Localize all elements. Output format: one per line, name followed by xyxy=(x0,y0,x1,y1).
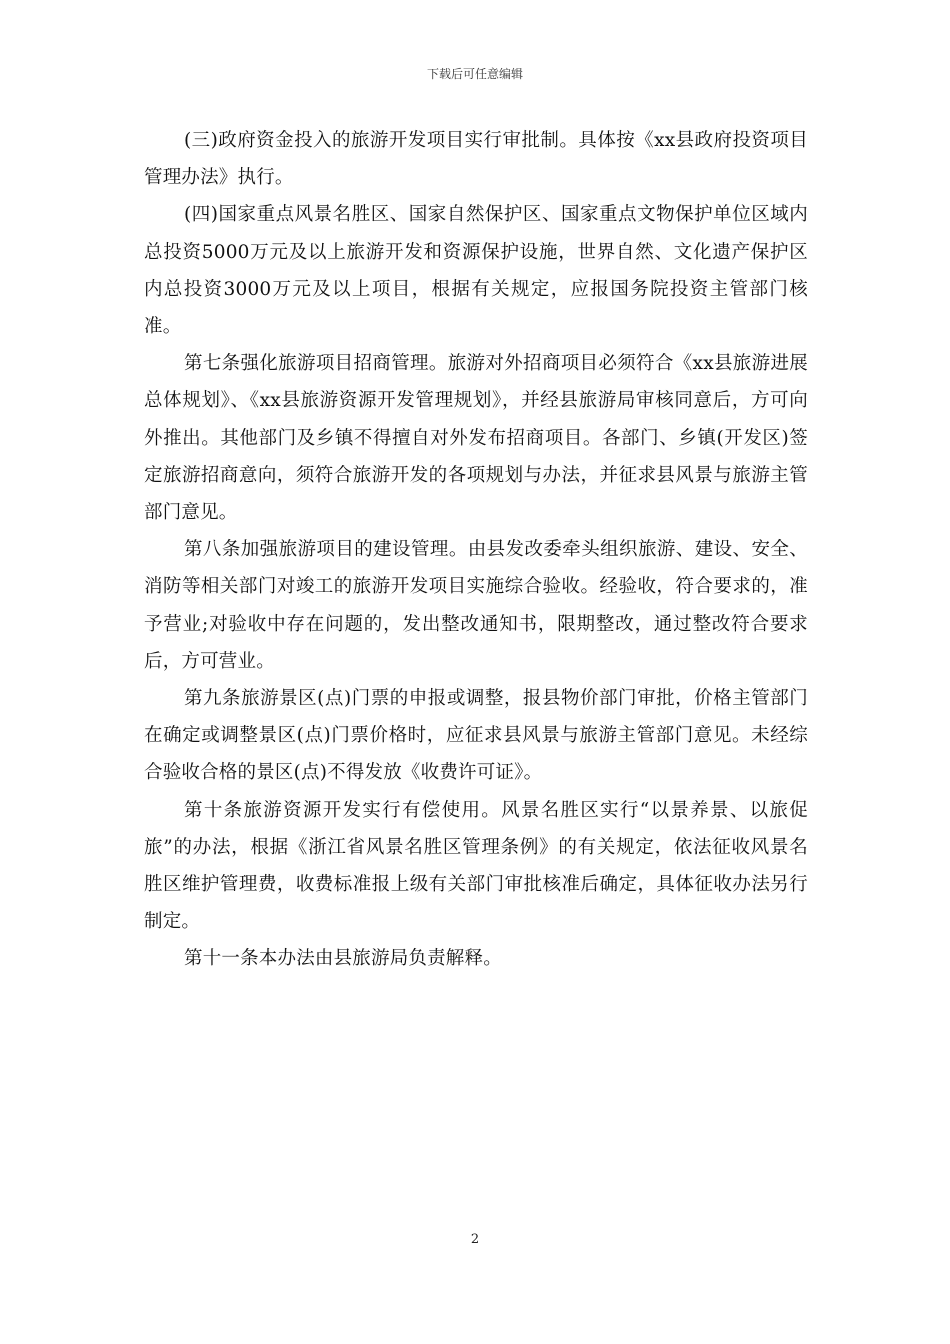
paragraph-article-8: 第八条加强旅游项目的建设管理。由县发改委牵头组织旅游、建设、安全、消防等相关部门对竣工的旅游开发项目实施综合验收。经验收，符合要求的，准予营业;对验收中存在问题的，发出整改通知书，限期整改，通过整改符合要求后，方可营业。 xyxy=(144,539,808,672)
page-number: 2 xyxy=(470,1232,480,1247)
paragraph-article-10: 第十条旅游资源开发实行有偿使用。风景名胜区实行“以景养景、以旅促旅”的办法，根据《浙江省风景名胜区管理条例》的有关规定，依法征收风景名胜区维护管理费，收费标准报上级有关部门审批核准后确定，具体征收办法另行制定。 xyxy=(144,799,808,933)
paragraph-item-3: (三)政府资金投入的旅游开发项目实行审批制。具体按《xx县政府投资项目管理办法》执行。 xyxy=(144,130,808,189)
page-header: 下载后可任意编辑 xyxy=(426,67,523,81)
paragraph-article-9: 第九条旅游景区(点)门票的申报或调整，报县物价部门审批，价格主管部门在确定或调整景区(点)门票价格时，应征求县风景与旅游主管部门意见。未经综合验收合格的景区(点)不得发放《收费许可证》。 xyxy=(144,688,808,784)
paragraph-article-7: 第七条强化旅游项目招商管理。旅游对外招商项目必须符合《xx县旅游进展总体规划》、《xx县旅游资源开发管理规划》，并经县旅游局审核同意后，方可向外推出。其他部门及乡镇不得擅自对外发布招商项目。各部门、乡镇(开发区)签定旅游招商意向，须符合旅游开发的各项规划与办法，并征求县风景与旅游主管部门意见。 xyxy=(144,353,808,524)
paragraph-article-11: 第十一条本办法由县旅游局负责解释。 xyxy=(184,948,502,970)
paragraph-item-4: (四)国家重点风景名胜区、国家自然保护区、国家重点文物保护单位区域内总投资5000万元及以上旅游开发和资源保护设施，世界自然、文化遗产保护区内总投资3000万元及以上项目，根据有关规定，应报国务院投资主管部门核准。 xyxy=(144,204,808,338)
document-body xyxy=(144,122,808,978)
